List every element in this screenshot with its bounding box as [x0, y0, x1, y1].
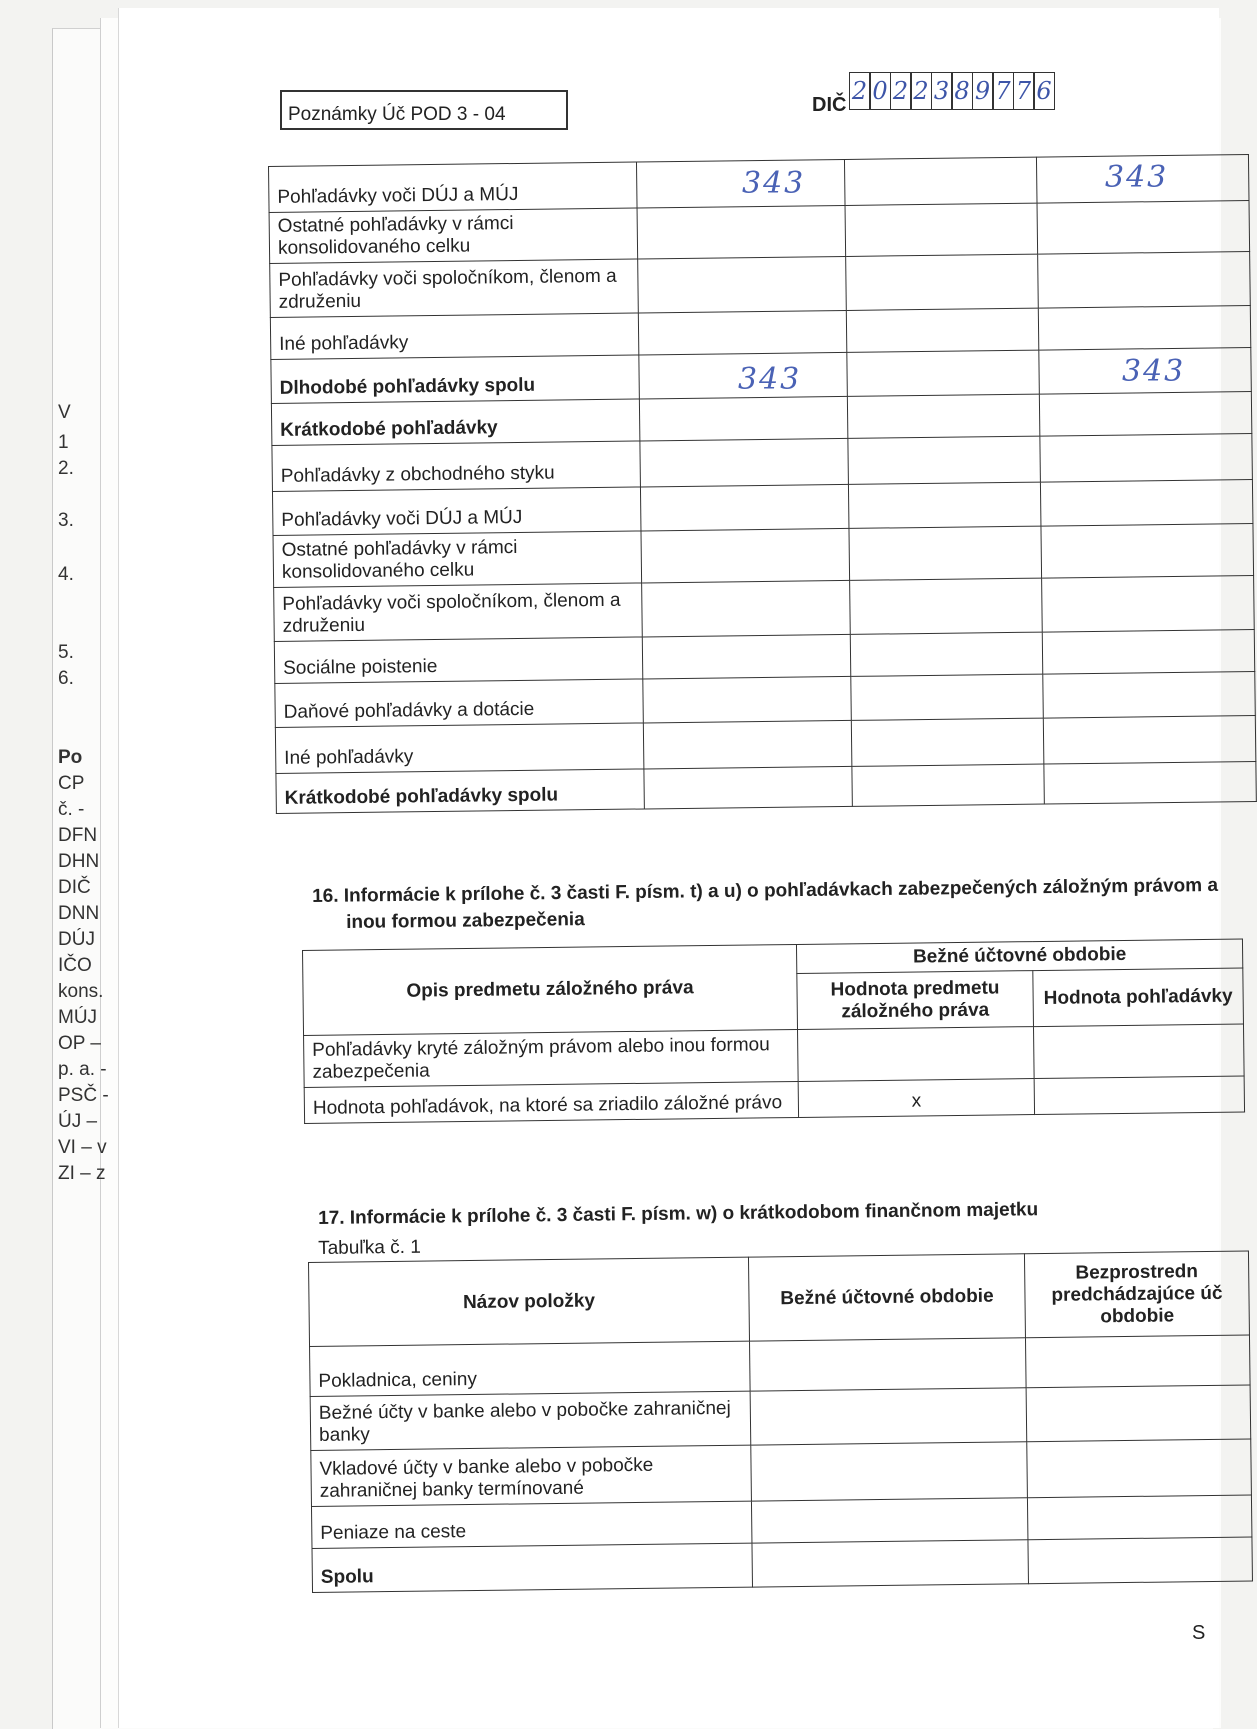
cell[interactable] — [749, 1338, 1026, 1391]
left-strip-abbr: p. a. - — [58, 1059, 107, 1080]
row-label: Pohľadávky kryté záložným právom alebo inou formou zabezpečenia — [304, 1029, 799, 1087]
cell[interactable] — [850, 632, 1042, 676]
cell[interactable] — [1033, 1024, 1244, 1079]
left-strip-abbr: ÚJ – — [58, 1111, 98, 1132]
column-header: Bezprostredn predchádzajúce úč obdobie — [1024, 1251, 1249, 1338]
cell[interactable] — [644, 766, 852, 809]
row-label: Iné pohľadávky — [270, 313, 638, 359]
handwritten-value: 343 — [1122, 354, 1186, 389]
cell[interactable] — [851, 718, 1044, 766]
left-strip-number: 5. — [58, 642, 74, 663]
cell[interactable] — [640, 484, 849, 531]
table-row — [309, 1251, 1250, 1346]
receivables-table — [268, 154, 1257, 814]
left-strip-abbr: CP — [58, 773, 85, 794]
row-label: Ostatné pohľadávky v rámci konsolidovaného celku — [273, 531, 642, 587]
handwritten-value: 343 — [742, 166, 806, 201]
cell[interactable] — [1027, 1439, 1252, 1498]
cell[interactable] — [844, 157, 1037, 205]
left-strip-number: 2. — [58, 458, 74, 479]
cell[interactable] — [1042, 575, 1255, 632]
left-strip-abbr: IČO — [58, 955, 92, 976]
cell[interactable] — [639, 396, 847, 441]
cell[interactable] — [1025, 1335, 1250, 1388]
left-strip-abbr: DIČ — [58, 877, 91, 898]
form-label: Poznámky Úč POD 3 - 04 — [288, 104, 506, 125]
cell[interactable] — [1041, 523, 1254, 578]
cell[interactable] — [642, 580, 851, 637]
cell[interactable] — [636, 159, 845, 208]
cell[interactable] — [848, 482, 1041, 528]
left-strip-abbr: Po — [58, 747, 83, 768]
cell[interactable] — [847, 350, 1040, 396]
cell[interactable] — [752, 1540, 1029, 1587]
dic-digit: 0 — [869, 72, 891, 110]
left-strip-abbr: DFN — [58, 825, 98, 846]
column-header: Názov položky — [309, 1257, 750, 1346]
left-strip-abbr: OP – — [58, 1033, 101, 1054]
cell[interactable] — [846, 254, 1039, 310]
column-header: Hodnota pohľadávky — [1033, 968, 1244, 1027]
row-label: Pohľadávky voči spoločníkom, členom a združeniu — [274, 583, 643, 641]
left-strip-abbr: VI – v — [58, 1137, 107, 1158]
cell[interactable] — [1043, 715, 1256, 764]
cell[interactable] — [638, 310, 846, 355]
cell[interactable] — [751, 1442, 1028, 1501]
cell[interactable] — [1040, 479, 1253, 526]
cell[interactable] — [1026, 1385, 1251, 1442]
cell[interactable] — [643, 720, 852, 769]
handwritten-value: 343 — [738, 362, 802, 397]
cell[interactable] — [852, 764, 1044, 806]
left-strip-number: 6. — [58, 668, 74, 689]
cell[interactable] — [850, 578, 1043, 634]
dic-digit: 6 — [1033, 72, 1055, 110]
dic-digit: 7 — [1013, 72, 1035, 110]
dic-digit: 2 — [890, 72, 912, 110]
row-label: Spolu — [312, 1543, 753, 1592]
cell[interactable] — [1043, 671, 1256, 718]
section-16-title-cont: inou formou zabezpečenia — [346, 909, 585, 933]
cell[interactable] — [640, 438, 849, 487]
row-label: Krátkodobé pohľadávky — [271, 399, 639, 445]
row-label: Peniaze na ceste — [311, 1501, 751, 1548]
row-label: Pohľadávky voči DÚJ a MÚJ — [272, 487, 641, 535]
cell[interactable] — [750, 1388, 1027, 1445]
row-label: Pohľadávky z obchodného styku — [272, 441, 641, 491]
cell[interactable] — [642, 634, 850, 679]
cell[interactable] — [641, 528, 850, 583]
section-17-title: 17. Informácie k prílohe č. 3 časti F. písm. w) o krátkodobom finančnom majetku — [318, 1199, 1039, 1229]
cell[interactable] — [1038, 306, 1250, 351]
dic-digit: 9 — [972, 72, 994, 110]
row-label: Pohľadávky voči spoločníkom, členom a združeniu — [270, 259, 639, 317]
cell[interactable] — [751, 1498, 1027, 1543]
left-strip-abbr: DNN — [58, 903, 100, 924]
cell[interactable] — [847, 394, 1039, 438]
cell[interactable] — [1038, 252, 1251, 309]
row-label: Bežné účty v banke alebo v pobočke zahraničnej banky — [310, 1391, 751, 1450]
left-strip-number: 1 — [58, 432, 69, 453]
left-strip-number: 4. — [58, 564, 74, 585]
cell[interactable] — [845, 203, 1038, 256]
left-strip-heading: V — [58, 402, 71, 423]
row-label: Vkladové účty v banke alebo v pobočke zahraničnej banky termínované — [311, 1445, 752, 1506]
row-label: Iné pohľadávky — [275, 723, 644, 773]
row-label: Pohľadávky voči DÚJ a MÚJ — [269, 162, 638, 212]
row-label: Pokladnica, ceniny — [310, 1341, 751, 1396]
collateral-table — [302, 939, 1245, 1124]
dic-label: DIČ — [812, 94, 847, 116]
left-strip-abbr: č. - — [58, 799, 85, 820]
cell[interactable] — [848, 436, 1041, 484]
cell[interactable] — [637, 205, 846, 259]
page-edge-letter: S — [1192, 1622, 1206, 1644]
left-strip-abbr: DHN — [58, 851, 100, 872]
dic-digit: 7 — [992, 72, 1014, 110]
cell[interactable] — [1028, 1537, 1253, 1584]
cell[interactable] — [798, 1027, 1035, 1082]
left-strip-number: 3. — [58, 510, 74, 531]
form-label-box — [280, 90, 568, 130]
column-header: Hodnota predmetu záložného práva — [797, 971, 1034, 1030]
column-header: Bežné účtovné obdobie — [796, 939, 1242, 973]
section-16-title: 16. Informácie k prílohe č. 3 časti F. písm. t) a u) o pohľadávkach zabezpečených záložným právom a — [312, 874, 1219, 907]
column-header: Bežné účtovné obdobie — [748, 1254, 1025, 1341]
row-label: Sociálne poistenie — [274, 637, 642, 683]
cell[interactable] — [1039, 392, 1251, 437]
cell[interactable] — [643, 676, 852, 723]
financial-assets-table — [308, 1251, 1253, 1593]
left-strip-abbr: DÚJ — [58, 929, 95, 950]
dic-digit: 2 — [910, 72, 932, 110]
left-strip-abbr: kons. — [58, 981, 104, 1002]
handwritten-value: 343 — [1105, 160, 1169, 195]
cell[interactable] — [1042, 629, 1254, 674]
cell-mark: x — [798, 1079, 1034, 1118]
cell[interactable] — [1037, 201, 1250, 255]
left-strip-abbr: ZI – z — [58, 1163, 106, 1184]
row-label: Ostatné pohľadávky v rámci konsolidovaného celku — [269, 208, 638, 263]
cell[interactable] — [1027, 1495, 1251, 1540]
dic-digit: 8 — [951, 72, 973, 110]
cell[interactable] — [638, 256, 847, 313]
cell[interactable] — [1044, 761, 1256, 804]
row-label: Dlhodobé pohľadávky spolu — [271, 355, 640, 403]
cell[interactable] — [1034, 1076, 1244, 1115]
row-label: Hodnota pohľadávok, na ktoré sa zriadilo záložné právo — [304, 1081, 798, 1123]
cell[interactable] — [846, 308, 1038, 352]
row-label: Krátkodobé pohľadávky spolu — [276, 769, 644, 813]
dic-digit: 3 — [931, 72, 953, 110]
dic-field — [850, 72, 1055, 110]
row-label: Daňové pohľadávky a dotácie — [275, 679, 644, 727]
column-header: Opis predmetu záložného práva — [303, 944, 798, 1035]
cell[interactable] — [1040, 434, 1253, 483]
cell[interactable] — [851, 674, 1044, 720]
section-17-subtitle: Tabuľka č. 1 — [318, 1236, 421, 1259]
cell[interactable] — [849, 526, 1042, 580]
left-strip-abbr: MÚJ — [58, 1007, 98, 1028]
dic-digit: 2 — [849, 72, 871, 110]
left-strip-abbr: PSČ - — [58, 1085, 109, 1106]
